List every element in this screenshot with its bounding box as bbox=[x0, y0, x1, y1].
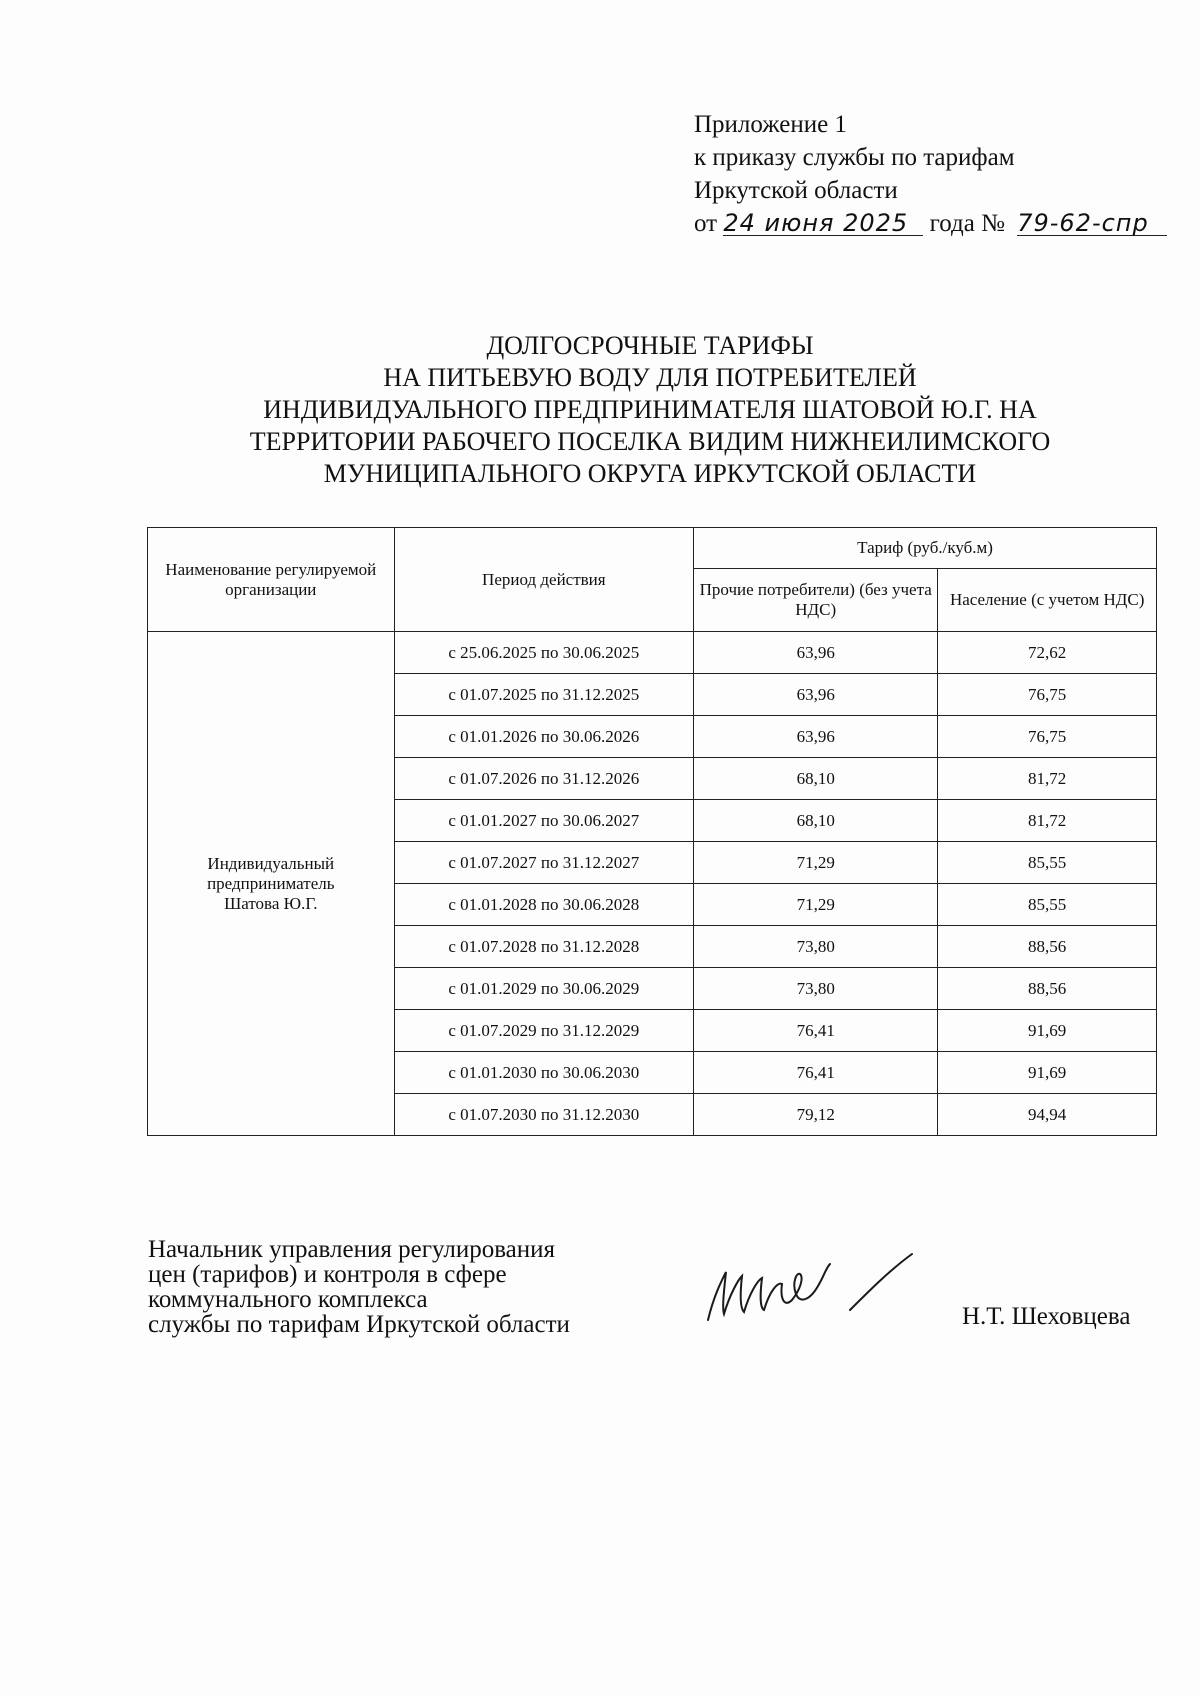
period-cell: с 01.01.2028 по 30.06.2028 bbox=[394, 884, 694, 926]
title-line-2: НА ПИТЬЕВУЮ ВОДУ ДЛЯ ПОТРЕБИТЕЛЕЙ bbox=[383, 363, 917, 392]
appendix-block bbox=[694, 108, 1167, 240]
header-population: Население (с учетом НДС) bbox=[938, 569, 1157, 632]
population-tariff-cell: 91,69 bbox=[938, 1052, 1157, 1094]
date-prefix: от bbox=[694, 210, 718, 237]
population-tariff-cell: 91,69 bbox=[938, 1010, 1157, 1052]
organization-cell: Индивидуальный предприниматель Шатова Ю.Г. bbox=[148, 632, 395, 1136]
period-cell: с 01.07.2028 по 31.12.2028 bbox=[394, 926, 694, 968]
appendix-line-3: Иркутской области bbox=[694, 177, 898, 204]
other-consumers-tariff-cell: 63,96 bbox=[694, 716, 938, 758]
other-consumers-tariff-cell: 79,12 bbox=[694, 1094, 938, 1136]
other-consumers-tariff-cell: 76,41 bbox=[694, 1052, 938, 1094]
population-tariff-cell: 76,75 bbox=[938, 674, 1157, 716]
handwritten-order-number: 79-62-спр bbox=[1017, 211, 1167, 236]
period-cell: с 01.01.2027 по 30.06.2027 bbox=[394, 800, 694, 842]
other-consumers-tariff-cell: 73,80 bbox=[694, 926, 938, 968]
population-tariff-cell: 94,94 bbox=[938, 1094, 1157, 1136]
year-word: года № bbox=[929, 210, 1005, 237]
period-cell: с 01.01.2029 по 30.06.2029 bbox=[394, 968, 694, 1010]
position-line-1: Начальник управления регулирования bbox=[148, 1236, 556, 1263]
document-title bbox=[150, 330, 1150, 490]
position-line-3: коммунального комплекса bbox=[148, 1286, 428, 1313]
header-period: Период действия bbox=[394, 528, 694, 632]
period-cell: с 25.06.2025 по 30.06.2025 bbox=[394, 632, 694, 674]
other-consumers-tariff-cell: 63,96 bbox=[694, 674, 938, 716]
order-date-line bbox=[694, 207, 1167, 240]
period-cell: с 01.07.2025 по 31.12.2025 bbox=[394, 674, 694, 716]
table-header-row bbox=[148, 528, 1157, 569]
position-line-2: цен (тарифов) и контроля в сфере bbox=[148, 1261, 507, 1288]
header-organization: Наименование регулируемой организации bbox=[148, 528, 395, 632]
tariff-table bbox=[147, 527, 1157, 1136]
period-cell: с 01.01.2030 по 30.06.2030 bbox=[394, 1052, 694, 1094]
table-row bbox=[148, 632, 1157, 674]
title-line-5: МУНИЦИПАЛЬНОГО ОКРУГА ИРКУТСКОЙ ОБЛАСТИ bbox=[323, 459, 977, 488]
title-line-4: ТЕРРИТОРИИ РАБОЧЕГО ПОСЕЛКА ВИДИМ НИЖНЕИЛИМСКОГО bbox=[249, 427, 1051, 456]
title-line-3: ИНДИВИДУАЛЬНОГО ПРЕДПРИНИМАТЕЛЯ ШАТОВОЙ Ю.Г. НА bbox=[263, 395, 1037, 424]
header-other-consumers: Прочие потребители) (без учета НДС) bbox=[694, 569, 938, 632]
header-tariff: Тариф (руб./куб.м) bbox=[694, 528, 1157, 569]
population-tariff-cell: 88,56 bbox=[938, 968, 1157, 1010]
other-consumers-tariff-cell: 71,29 bbox=[694, 884, 938, 926]
population-tariff-cell: 76,75 bbox=[938, 716, 1157, 758]
handwritten-date: 24 июня 2025 bbox=[723, 211, 923, 236]
period-cell: с 01.07.2029 по 31.12.2029 bbox=[394, 1010, 694, 1052]
title-line-1: ДОЛГОСРОЧНЫЕ ТАРИФЫ bbox=[486, 331, 814, 360]
appendix-line-2: к приказу службы по тарифам bbox=[694, 144, 1015, 171]
population-tariff-cell: 85,55 bbox=[938, 884, 1157, 926]
other-consumers-tariff-cell: 68,10 bbox=[694, 800, 938, 842]
other-consumers-tariff-cell: 76,41 bbox=[694, 1010, 938, 1052]
population-tariff-cell: 85,55 bbox=[938, 842, 1157, 884]
period-cell: с 01.07.2026 по 31.12.2026 bbox=[394, 758, 694, 800]
period-cell: с 01.07.2027 по 31.12.2027 bbox=[394, 842, 694, 884]
signer-name: Н.Т. Шеховцева bbox=[962, 1303, 1131, 1330]
population-tariff-cell: 81,72 bbox=[938, 758, 1157, 800]
table-body bbox=[148, 632, 1157, 1136]
appendix-line-1: Приложение 1 bbox=[694, 111, 847, 138]
population-tariff-cell: 88,56 bbox=[938, 926, 1157, 968]
handwritten-signature bbox=[700, 1250, 930, 1340]
signatory-position bbox=[148, 1237, 570, 1337]
period-cell: с 01.01.2026 по 30.06.2026 bbox=[394, 716, 694, 758]
population-tariff-cell: 72,62 bbox=[938, 632, 1157, 674]
other-consumers-tariff-cell: 68,10 bbox=[694, 758, 938, 800]
population-tariff-cell: 81,72 bbox=[938, 800, 1157, 842]
period-cell: с 01.07.2030 по 31.12.2030 bbox=[394, 1094, 694, 1136]
other-consumers-tariff-cell: 71,29 bbox=[694, 842, 938, 884]
other-consumers-tariff-cell: 63,96 bbox=[694, 632, 938, 674]
other-consumers-tariff-cell: 73,80 bbox=[694, 968, 938, 1010]
position-line-4: службы по тарифам Иркутской области bbox=[148, 1311, 570, 1338]
